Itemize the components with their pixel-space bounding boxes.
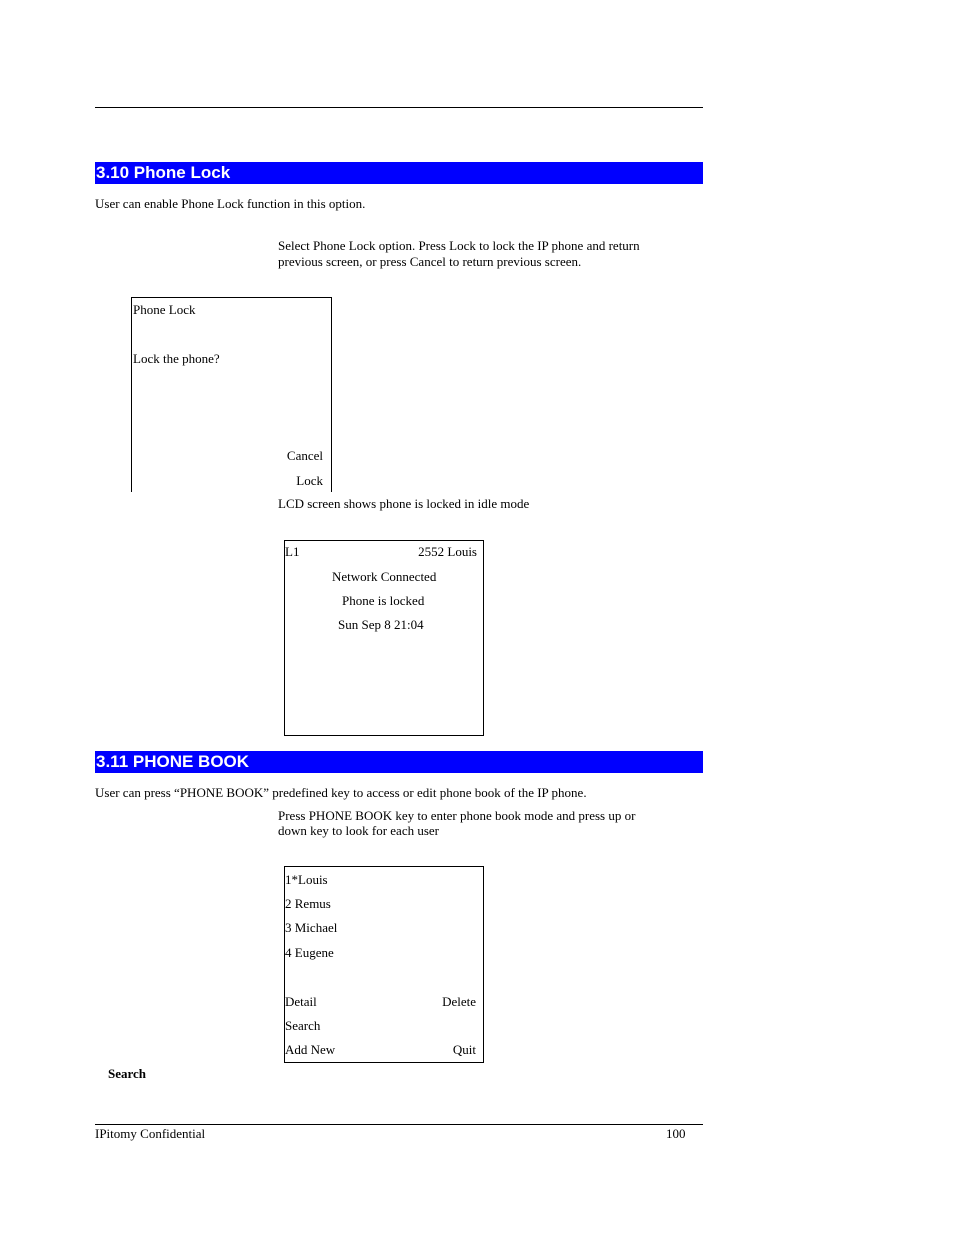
lcd-network-status: Network Connected: [332, 569, 437, 584]
footer-rule: [95, 1124, 703, 1125]
footer-left: IPitomy Confidential: [95, 1126, 206, 1141]
section-heading-phone-lock: 3.10 Phone Lock: [95, 162, 703, 184]
phone-book-step1-line2: down key to look for each user: [278, 823, 440, 838]
phone-lock-intro: User can enable Phone Lock function in this option.: [95, 196, 366, 211]
search-subheading: Search: [108, 1066, 147, 1081]
softkey-search[interactable]: Search: [285, 1018, 321, 1033]
softkey-add-new[interactable]: Add New: [285, 1042, 336, 1057]
page-number: 100: [666, 1126, 686, 1141]
lcd-title: Phone Lock: [133, 302, 196, 317]
lcd-prompt: Lock the phone?: [133, 351, 220, 366]
phone-book-intro: User can press “PHONE BOOK” predefined key to access or edit phone book of the IP phone.: [95, 785, 587, 800]
list-item[interactable]: 1*Louis: [285, 872, 328, 887]
phone-lock-step1-line2: previous screen, or press Cancel to return previous screen.: [278, 254, 582, 269]
phone-lock-step2: LCD screen shows phone is locked in idle mode: [278, 496, 530, 511]
phone-book-lcd-screen: [284, 866, 484, 1063]
lcd-lock-status: Phone is locked: [342, 593, 425, 608]
softkey-cancel[interactable]: Cancel: [286, 448, 323, 463]
lcd-user: 2552 Louis: [418, 544, 477, 559]
idle-lcd-screen: [284, 540, 484, 736]
list-item[interactable]: 3 Michael: [285, 920, 338, 935]
phone-book-step1-line1: Press PHONE BOOK key to enter phone book mode and press up or: [278, 808, 636, 823]
lcd-datetime: Sun Sep 8 21:04: [338, 617, 424, 632]
header-rule: [95, 107, 703, 108]
section-heading-phone-book: 3.11 PHONE BOOK: [95, 751, 703, 773]
softkey-detail[interactable]: Detail: [285, 994, 317, 1009]
phone-lock-step1-line1: Select Phone Lock option. Press Lock to lock the IP phone and return: [278, 238, 640, 253]
phone-lock-lcd-screen: [131, 297, 332, 492]
list-item[interactable]: 2 Remus: [285, 896, 331, 911]
list-item[interactable]: 4 Eugene: [285, 945, 334, 960]
softkey-lock[interactable]: Lock: [296, 473, 323, 488]
lcd-line-indicator: L1: [285, 544, 300, 559]
softkey-quit[interactable]: Quit: [452, 1042, 476, 1057]
softkey-delete[interactable]: Delete: [442, 994, 476, 1009]
